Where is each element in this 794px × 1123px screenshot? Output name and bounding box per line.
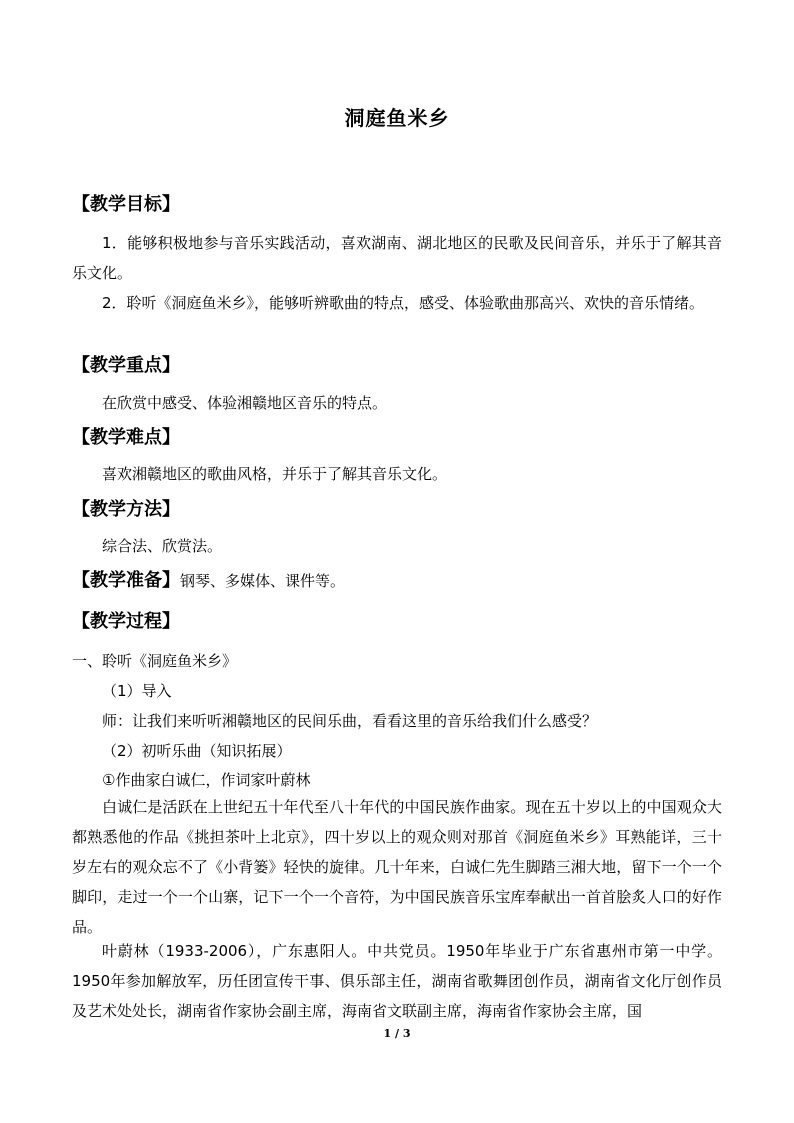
process-note1: ①作曲家白诚仁，作词家叶蔚林 [102,771,311,789]
difficulties-text: 喜欢湘赣地区的歌曲风格，并乐于了解其音乐文化。 [102,465,448,483]
heading-teaching-goals: 【教学目标】 [72,194,180,215]
goal-item-2: 2．聆听《洞庭鱼米乡》，能够听辨歌曲的特点，感受、体验歌曲那高兴、欢快的音乐情绪。 [102,294,705,312]
methods-text: 综合法、欣赏法。 [102,537,223,555]
process-step1: （1）导入 [102,682,172,700]
goal-item-1: 1．能够积极地参与音乐实践活动，喜欢湖南、湖北地区的民歌及民间音乐，并乐于了解其音乐文化。 [72,234,722,282]
bai-chengren-paragraph: 白诚仁是活跃在上世纪五十年代至八十年代的中国民族作曲家。现在五十岁以上的中国观众大都熟悉他的作品《挑担茶叶上北京》，四十岁以上的观众则对那首《洞庭鱼米乡》耳熟能详，三十岁左右的观众忘不了《小背篓》轻快的旋律。几十年来，白诚仁先生脚踏三湘大地，留下一个一个脚印，走过一个一个山寨，记下一个一个音符，为中国民族音乐宝库奉献出一首首脍炙人口的好作品。 [72,798,722,936]
ye-weilin-paragraph: 叶蔚林（1933-2006），广东惠阳人。中共党员。1950年毕业于广东省惠州市第一中学。1950年参加解放军，历任团宣传干事、俱乐部主任，湖南省歌舞团创作员，湖南省文化厅创作员及艺术处处长，湖南省作家协会副主席，海南省文联副主席，海南省作家协会主席，国 [72,942,722,1020]
process-teacher-line: 师：让我们来听听湘赣地区的民间乐曲，看看这里的音乐给我们什么感受？ [102,712,598,730]
key-points-text: 在欣赏中感受、体验湘赣地区音乐的特点。 [102,394,388,412]
heading-difficulties: 【教学难点】 [72,427,180,448]
preparation-heading-label: 【教学准备】 [72,570,180,591]
heading-key-points: 【教学重点】 [72,355,180,376]
heading-process: 【教学过程】 [72,611,180,632]
heading-methods: 【教学方法】 [72,499,180,520]
page-number: 1 / 3 [383,1027,411,1040]
process-part1-title: 一、聆听《洞庭鱼米乡》 [72,652,238,670]
preparation-text: 钢琴、多媒体、课件等。 [180,572,346,590]
document-title: 洞庭鱼米乡 [344,106,450,130]
process-step2: （2）初听乐曲（知识拓展） [102,742,292,760]
heading-preparation [72,566,345,592]
